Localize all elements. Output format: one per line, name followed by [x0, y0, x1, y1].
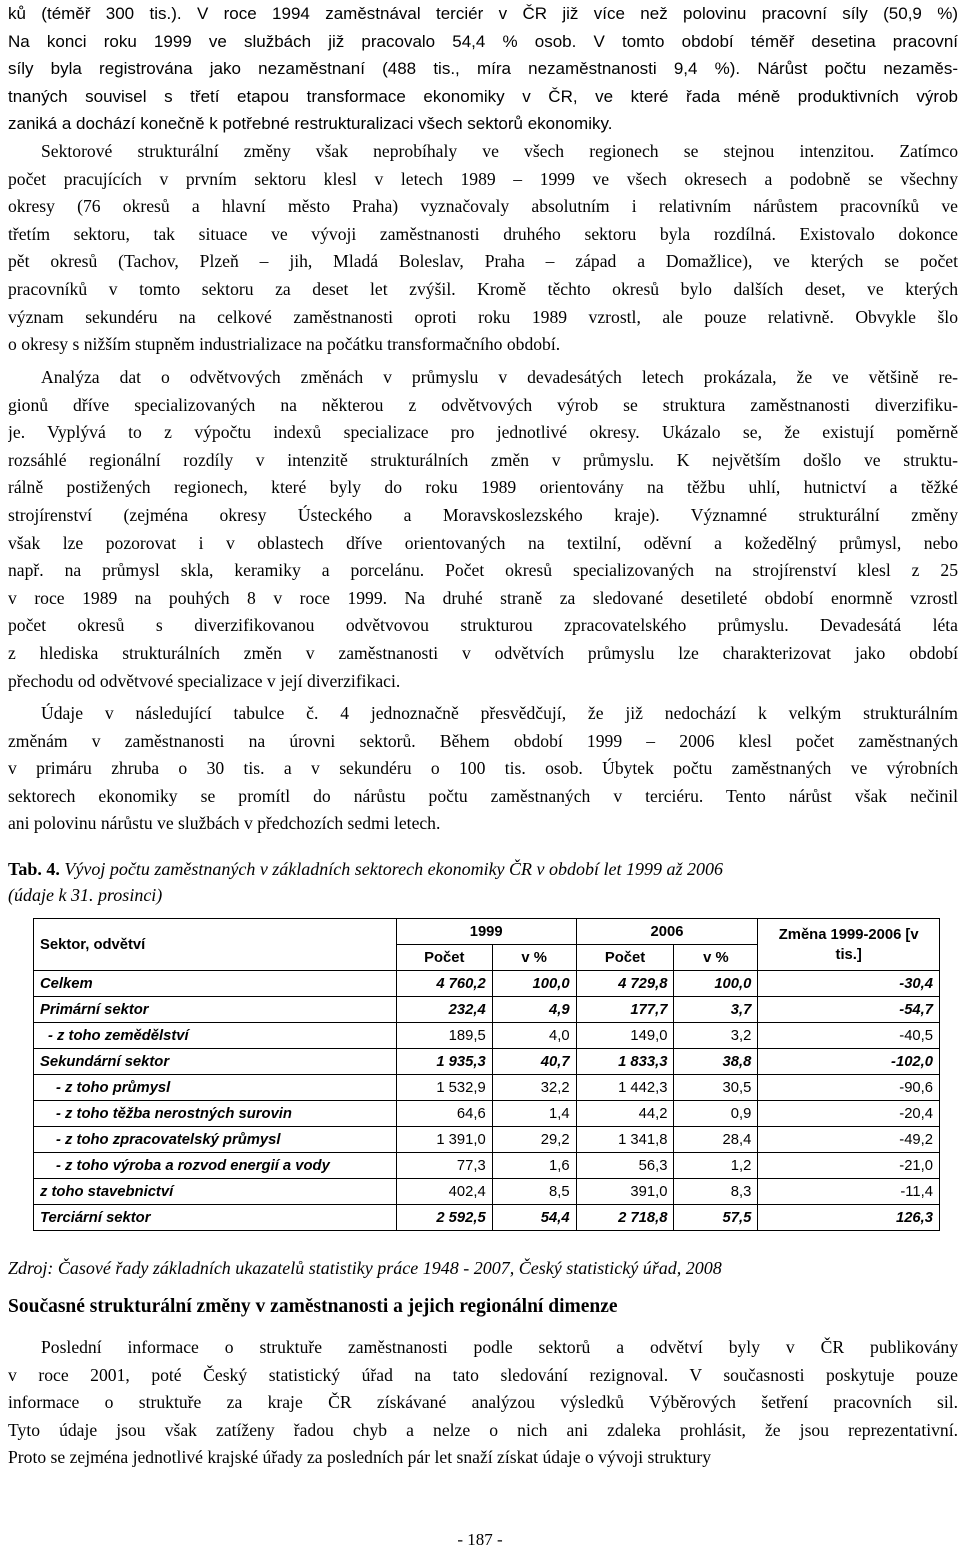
- change-cell: -30,4: [758, 971, 940, 997]
- text-line: ků (téměř 300 tis.). V roce 1994 zaměstnával terciér v ČR již více než polovinu pracovní síly (50,9 %): [8, 4, 958, 23]
- row-label-cell: - z toho těžba nerostných surovin: [34, 1101, 397, 1127]
- text-line: třetím sektoru, tak situace ve vývoji zaměstnanosti druhého sektoru byla rozdílná. Existovalo dokonce: [8, 223, 958, 244]
- text-line: rálně postižených regionech, které byly do roku 1989 orientovány na těžbu uhlí, hutnictví a těžké: [8, 477, 958, 498]
- count-1999-cell: 1 935,3: [396, 1049, 492, 1075]
- change-cell: -20,4: [758, 1101, 940, 1127]
- row-label-cell: Primární sektor: [34, 997, 397, 1023]
- text-line: gionů dříve specializovaných na některou z odvětvových výrob se struktura zaměstnanosti diverzifiku-: [8, 394, 958, 415]
- paragraph-current-changes: [8, 1334, 958, 1472]
- pct-1999-cell: 1,6: [492, 1153, 576, 1179]
- table-row: [34, 997, 940, 1023]
- text-line: v roce 2001, poté Český statistický úřad na tato sledování rezignoval. V současnosti poskytuje pouze: [8, 1364, 958, 1385]
- text-line: Na konci roku 1999 ve službách již pracovalo 54,4 % osob. V tomto období téměř desetina pracovní: [8, 31, 958, 51]
- count-2006-cell: 4 729,8: [576, 971, 674, 997]
- header-year-1999: 1999: [396, 919, 576, 945]
- section-heading: Současné strukturální změny v zaměstnanosti a jejich regionální dimenze: [8, 1296, 618, 1317]
- page-number: - 187 -: [457, 1530, 503, 1549]
- count-2006-cell: 44,2: [576, 1101, 674, 1127]
- table-row: [34, 1075, 940, 1101]
- count-2006-cell: 1 442,3: [576, 1075, 674, 1101]
- count-1999-cell: 1 391,0: [396, 1127, 492, 1153]
- employment-table: [33, 918, 940, 1231]
- pct-2006-cell: 57,5: [674, 1205, 758, 1231]
- text-line: z hlediska strukturálních změn v zaměstnanosti v odvětvích průmyslu lze charakterizovat jako období: [8, 642, 958, 663]
- change-cell: -40,5: [758, 1023, 940, 1049]
- table-row: [34, 1179, 940, 1205]
- text-line: síly byla registrována jako nezaměstnaní (488 tis., míra nezaměstnanosti 9,4 %). Nárůst počtu nezaměs-: [8, 59, 958, 79]
- pct-2006-cell: 100,0: [674, 971, 758, 997]
- table-row: [34, 1153, 940, 1179]
- pct-1999-cell: 40,7: [492, 1049, 576, 1075]
- paragraph-intro: [8, 0, 958, 138]
- text-line: tnaných souvisel s třetí etapou transformace ekonomiky v ČR, ve které řada méně produktivních výrob: [8, 86, 958, 106]
- count-2006-cell: 177,7: [576, 997, 674, 1023]
- pct-1999-cell: 8,5: [492, 1179, 576, 1205]
- text-line: Sektorové strukturální změny však neprobíhaly ve všech regionech se stejnou intenzitou. Zatímco: [41, 141, 958, 161]
- count-1999-cell: 4 760,2: [396, 971, 492, 997]
- count-1999-cell: 77,3: [396, 1153, 492, 1179]
- count-2006-cell: 56,3: [576, 1153, 674, 1179]
- row-label-cell: - z toho zpracovatelský průmysl: [34, 1127, 397, 1153]
- change-cell: -102,0: [758, 1049, 940, 1075]
- change-cell: -90,6: [758, 1075, 940, 1101]
- text-line: rozsáhlé regionální rozdíly v intenzitě strukturálních změn v průmyslu. K největším došlo ve struktu-: [8, 449, 958, 470]
- pct-2006-cell: 28,4: [674, 1127, 758, 1153]
- text-line: Poslední informace o struktuře zaměstnanosti podle sektorů a odvětví byly v ČR publikovány: [41, 1337, 958, 1357]
- text-line: o okresy s nižším stupněm industrializace na počátku transformačního období.: [8, 334, 561, 355]
- count-1999-cell: 2 592,5: [396, 1205, 492, 1231]
- paragraph-industry-analysis: [8, 364, 958, 695]
- header-pct-1999: v %: [492, 945, 576, 971]
- text-line: Proto se zejména jednotlivé krajské úřady za posledních pár let snaží získat údaje o vývoji struktury: [8, 1447, 712, 1468]
- pct-2006-cell: 30,5: [674, 1075, 758, 1101]
- row-label-cell: - z toho zemědělství: [34, 1023, 397, 1049]
- pct-1999-cell: 100,0: [492, 971, 576, 997]
- header-count-1999: Počet: [396, 945, 492, 971]
- header-pct-2006: v %: [674, 945, 758, 971]
- text-line: pět okresů (Tachov, Plzeň – jih, Mladá Boleslav, Praha – západ a Domažlice), ve kterých se počet: [8, 251, 958, 272]
- pct-1999-cell: 4,0: [492, 1023, 576, 1049]
- table-caption-title: Vývoj počtu zaměstnaných v základních sektorech ekonomiky ČR v období let 1999 až 2006: [59, 859, 724, 879]
- paragraph-sectoral-changes: [8, 138, 958, 359]
- count-2006-cell: 149,0: [576, 1023, 674, 1049]
- text-line: význam sekundéru na celkové zaměstnanosti oproti roku 1989 vzrostl, ale pouze relativně. Obvykle šlo: [8, 306, 958, 327]
- pct-1999-cell: 32,2: [492, 1075, 576, 1101]
- pct-2006-cell: 3,2: [674, 1023, 758, 1049]
- pct-2006-cell: 3,7: [674, 997, 758, 1023]
- text-line: změnám v zaměstnanosti na úrovni sektorů. Během období 1999 – 2006 klesl počet zaměstnaných: [8, 730, 958, 751]
- text-line: v primáru zhruba o 30 tis. a v sekundéru o 100 tis. osob. Úbytek počtu zaměstnaných ve výrobních: [8, 758, 958, 779]
- text-line: ani polovinu nárůstu ve službách v předchozích sedmi letech.: [8, 813, 441, 834]
- text-line: Analýza dat o odvětvových změnách v průmyslu v devadesátých letech prokázala, že ve většině re-: [41, 367, 958, 387]
- count-2006-cell: 1 341,8: [576, 1127, 674, 1153]
- text-line: např. na průmysl skla, keramiky a porcelánu. Počet okresů specializovaných na strojírenství klesl z 25: [8, 560, 958, 581]
- count-2006-cell: 2 718,8: [576, 1205, 674, 1231]
- paragraph-table-intro: [8, 700, 958, 838]
- row-label-cell: Terciární sektor: [34, 1205, 397, 1231]
- table-row: [34, 1205, 940, 1231]
- pct-1999-cell: 1,4: [492, 1101, 576, 1127]
- text-line: přechodu od odvětvové specializace v její diverzifikaci.: [8, 670, 401, 691]
- change-cell: -49,2: [758, 1127, 940, 1153]
- count-2006-cell: 1 833,3: [576, 1049, 674, 1075]
- pct-2006-cell: 1,2: [674, 1153, 758, 1179]
- table-row: [34, 971, 940, 997]
- text-line: počet pracujících v prvním sektoru klesl v letech 1989 – 1999 ve všech okresech a podobně se všechny: [8, 168, 958, 189]
- row-label-cell: Sekundární sektor: [34, 1049, 397, 1075]
- change-cell: 126,3: [758, 1205, 940, 1231]
- row-label-cell: z toho stavebnictví: [34, 1179, 397, 1205]
- table-row: [34, 1023, 940, 1049]
- count-2006-cell: 391,0: [576, 1179, 674, 1205]
- table-caption-subtitle: (údaje k 31. prosinci): [8, 885, 163, 905]
- text-line: je. Vyplývá to z výpočtu indexů specializace pro jednotlivé okresy. Ukázalo se, že existují poměrně: [8, 422, 958, 443]
- text-line: pracovníků v tomto sektoru za deset let zvýšil. Kromě těchto okresů bylo dalších deset, ve kterých: [8, 278, 958, 299]
- table-body: [34, 971, 940, 1231]
- text-line: Tyto údaje jsou však zatíženy řadou chyb a nelze o nich ani zdaleka prohlásit, že jsou reprezentativní.: [8, 1419, 958, 1440]
- change-cell: -21,0: [758, 1153, 940, 1179]
- pct-1999-cell: 29,2: [492, 1127, 576, 1153]
- text-line: Údaje v následující tabulce č. 4 jednoznačně přesvědčují, že již nedochází k velkým strukturálním: [41, 703, 958, 723]
- table-row: [34, 1127, 940, 1153]
- table-row: [34, 1101, 940, 1127]
- count-1999-cell: 64,6: [396, 1101, 492, 1127]
- row-label-cell: - z toho výroba a rozvod energií a vody: [34, 1153, 397, 1179]
- pct-1999-cell: 4,9: [492, 997, 576, 1023]
- header-count-2006: Počet: [576, 945, 674, 971]
- table-row: [34, 1049, 940, 1075]
- header-year-2006: 2006: [576, 919, 758, 945]
- header-sector: Sektor, odvětví: [34, 919, 397, 971]
- pct-2006-cell: 38,8: [674, 1049, 758, 1075]
- text-line: informace o struktuře za kraje ČR získávané analýzou výsledků Výběrových šetření pracovních sil.: [8, 1392, 958, 1413]
- text-line: okresy (76 okresů a hlavní město Praha) vyznačovaly absolutním i relativním nárůstem pracovníků ve: [8, 196, 958, 217]
- count-1999-cell: 402,4: [396, 1179, 492, 1205]
- change-cell: -11,4: [758, 1179, 940, 1205]
- count-1999-cell: 232,4: [396, 997, 492, 1023]
- text-line: však lze pozorovat i v oblastech dříve orientovaných na textilní, oděvní a kožedělný průmysl, nebo: [8, 532, 958, 553]
- table-caption: [8, 856, 958, 908]
- header-change: Změna 1999-2006 [v tis.]: [758, 919, 940, 971]
- pct-2006-cell: 8,3: [674, 1179, 758, 1205]
- pct-1999-cell: 54,4: [492, 1205, 576, 1231]
- source-note: Zdroj: Časové řady základních ukazatelů statistiky práce 1948 - 2007, Český statistický úřad, 2008: [8, 1258, 722, 1278]
- text-line: sektorech ekonomiky se promítl do nárůstu počtu zaměstnaných v terciéru. Tento nárůst však nečinil: [8, 785, 958, 806]
- count-1999-cell: 1 532,9: [396, 1075, 492, 1101]
- row-label-cell: - z toho průmysl: [34, 1075, 397, 1101]
- pct-2006-cell: 0,9: [674, 1101, 758, 1127]
- text-line: zaniká a dochází konečně k potřebné restrukturalizaci všech sektorů ekonomiky.: [8, 114, 613, 134]
- change-cell: -54,7: [758, 997, 940, 1023]
- table-caption-label: Tab. 4.: [8, 859, 60, 879]
- text-line: strojírenství (zejména okresy Ústeckého a Moravskoslezského kraje). Významné strukturální změny: [8, 504, 958, 525]
- row-label-cell: Celkem: [34, 971, 397, 997]
- text-line: počet okresů s diverzifikovanou odvětvovou strukturou zpracovatelského průmyslu. Devadesátá léta: [8, 615, 958, 636]
- count-1999-cell: 189,5: [396, 1023, 492, 1049]
- text-line: v roce 1989 na pouhých 8 v roce 1999. Na druhé straně za sledované desetileté období enormně vzrostl: [8, 587, 958, 608]
